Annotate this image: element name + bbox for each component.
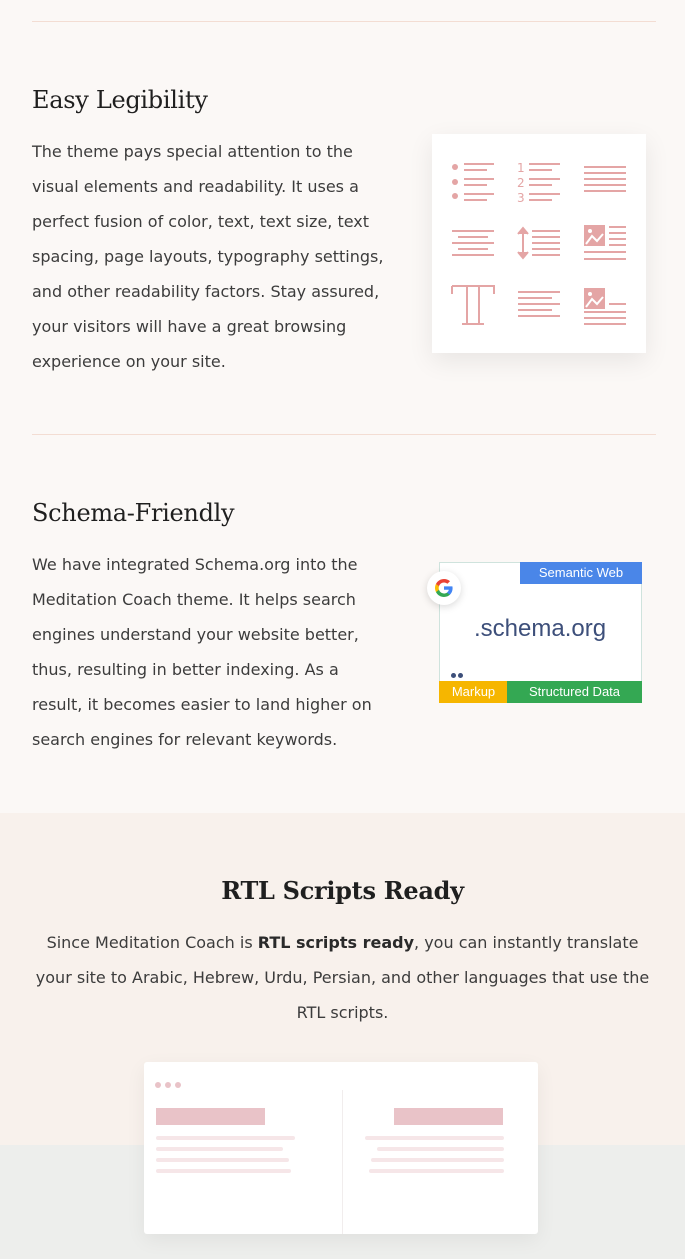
top-divider bbox=[32, 21, 656, 22]
svg-text:3: 3 bbox=[517, 191, 525, 205]
image-caption-icon bbox=[584, 288, 626, 324]
middle-divider bbox=[32, 434, 656, 435]
text-center-icon bbox=[452, 231, 494, 255]
window-dots bbox=[155, 1073, 185, 1092]
markup-label: Markup bbox=[439, 681, 508, 703]
rtl-browser-mockup bbox=[144, 1062, 538, 1234]
typography-icons-card bbox=[432, 134, 646, 353]
ltr-heading-bar bbox=[156, 1108, 265, 1125]
semantic-web-label: Semantic Web bbox=[520, 562, 642, 584]
rtl-section bbox=[0, 813, 685, 1259]
rtl-line bbox=[377, 1147, 504, 1151]
bullet-list-icon bbox=[452, 164, 494, 200]
text-justify-icon bbox=[584, 167, 626, 191]
column-separator bbox=[342, 1090, 343, 1234]
numbered-list-icon bbox=[517, 161, 560, 205]
rtl-desc-after: , you can instantly translate your site to Arabic, Hebrew, Urdu, Persian, and other languages that use the RTL scripts. bbox=[35, 933, 650, 1022]
schema-text: We have integrated Schema.org into the Meditation Coach theme. It helps search engines understand your website better, thus, resulting in better indexing. As a result, it becomes easier to land higher on search engines for relevant keywords. bbox=[32, 555, 372, 749]
ltr-line bbox=[156, 1147, 283, 1151]
google-badge bbox=[427, 571, 461, 605]
legibility-text: The theme pays special attention to the visual elements and readability. It uses a perfect fusion of color, text, text size, text spacing, page layouts, typography settings, and other readability factors. Stay assured, your visitors will have a great browsing experience on your site. bbox=[32, 142, 384, 371]
svg-text:1: 1 bbox=[517, 161, 525, 175]
rtl-line bbox=[371, 1158, 504, 1162]
rtl-desc-before: Since Meditation Coach is bbox=[46, 933, 258, 952]
google-icon bbox=[434, 578, 454, 598]
legibility-feature bbox=[32, 86, 392, 379]
rtl-line bbox=[365, 1136, 504, 1140]
typography-icons-grid bbox=[432, 134, 646, 353]
typography-t-icon bbox=[452, 286, 494, 324]
schema-title: Schema-Friendly bbox=[32, 499, 235, 527]
schema-feature bbox=[32, 499, 392, 757]
rtl-description bbox=[32, 925, 653, 1030]
line-height-icon bbox=[518, 228, 560, 258]
svg-text:2: 2 bbox=[517, 176, 525, 190]
rtl-line bbox=[369, 1169, 504, 1173]
ltr-line bbox=[156, 1158, 289, 1162]
ltr-line bbox=[156, 1169, 291, 1173]
rtl-desc-bold: RTL scripts ready bbox=[257, 933, 415, 952]
image-text-icon bbox=[584, 225, 626, 259]
schema-dots bbox=[451, 663, 465, 682]
structured-data-label: Structured Data bbox=[507, 681, 642, 703]
schema-card bbox=[439, 562, 642, 703]
schema-org-logo: .schema.org bbox=[474, 615, 607, 642]
paragraph-icon bbox=[518, 292, 560, 316]
ltr-line bbox=[156, 1136, 295, 1140]
legibility-title: Easy Legibility bbox=[32, 86, 208, 114]
rtl-heading-bar bbox=[394, 1108, 503, 1125]
rtl-title: RTL Scripts Ready bbox=[221, 876, 464, 905]
